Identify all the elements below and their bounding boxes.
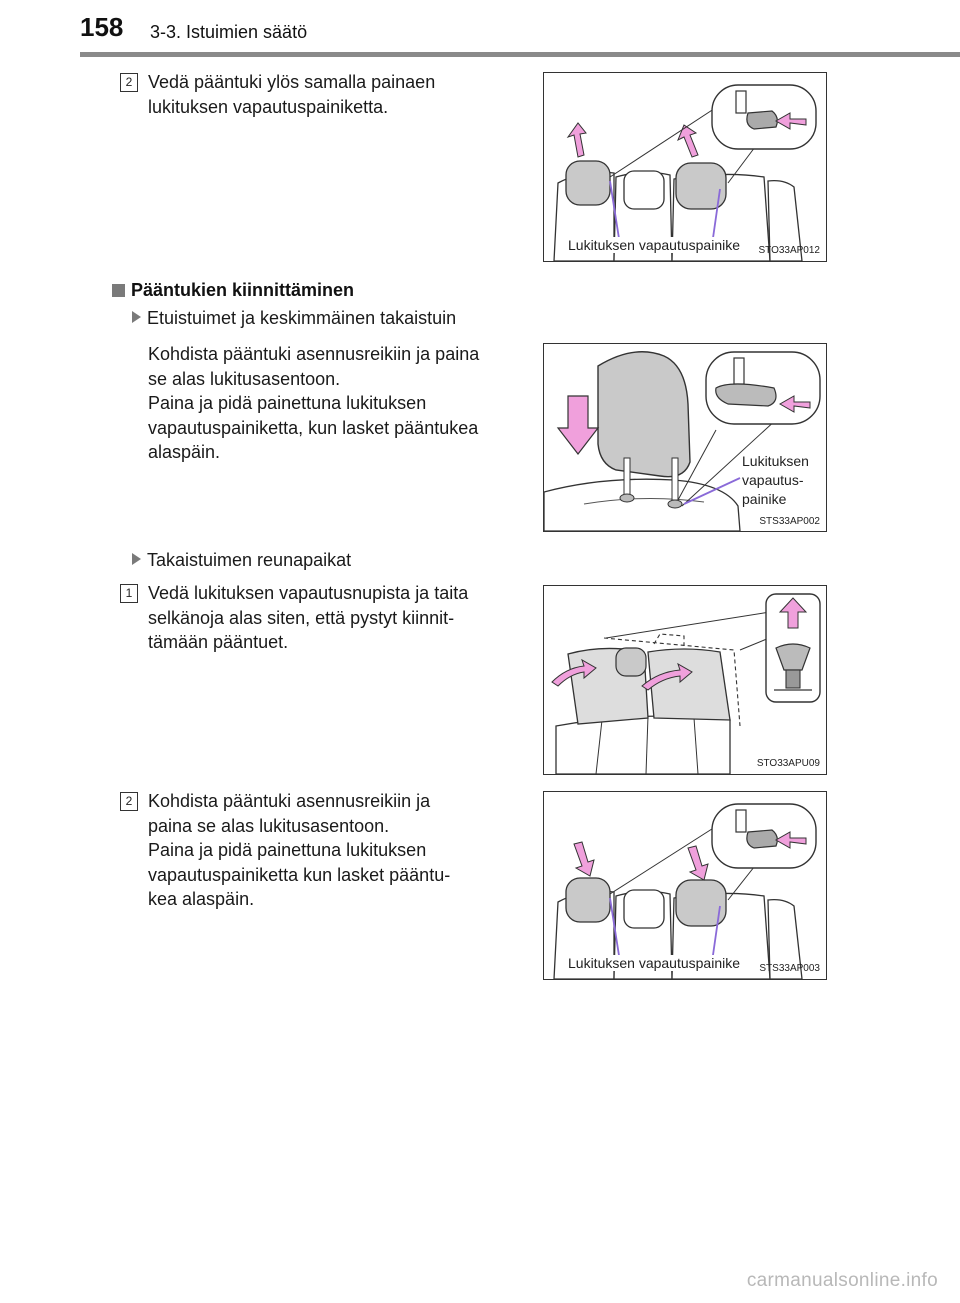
figure-label: Lukituksen vapautuspainike [568, 955, 741, 971]
figure-install-rear-headrest [543, 791, 827, 980]
text-line: Kohdista pääntuki asennusreikiin ja [148, 791, 431, 811]
figure-install-front-headrest [543, 343, 827, 532]
figure-code: STS33AP003 [759, 963, 820, 974]
text-line: Vedä pääntuki ylös samalla painaen [148, 72, 436, 92]
page-number: 158 [80, 12, 124, 42]
text-line: lukituksen vapautuspainiketta. [148, 96, 389, 117]
section-heading-text: Pääntukien kiinnittäminen [131, 280, 355, 300]
subheading-text: Takaistuimen reunapaikat [147, 550, 352, 570]
figure-label-line: vapautus- [742, 472, 804, 488]
watermark: carmanualsonline.info [746, 1270, 938, 1291]
text-line: alaspäin. [148, 442, 221, 462]
figure-code: STO33AP012 [758, 245, 820, 256]
text-line: selkänoja alas siten, että pystyt kiinnit- [148, 607, 455, 628]
triangle-bullet-icon [132, 553, 141, 565]
subheading-text: Etuistuimet ja keskimmäinen takaistuin [147, 308, 457, 328]
figure-remove-headrest [543, 72, 827, 262]
step-badge: 2 [120, 73, 138, 92]
subheading-front-seats [132, 308, 456, 329]
figure-code: STO33APU09 [756, 758, 820, 769]
text-line: se alas lukitusasentoon. [148, 368, 341, 389]
text-line: tämään pääntuet. [148, 632, 289, 652]
text-line: Vedä lukituksen vapautusnupista ja taita [148, 583, 469, 603]
step-badge: 1 [120, 584, 138, 603]
section-title: 3-3. Istuimien säätö [150, 22, 308, 42]
text-line: kea alaspäin. [148, 889, 255, 909]
triangle-bullet-icon [132, 311, 141, 323]
subheading-rear-outer-seats [132, 550, 351, 571]
figure-code: STS33AP002 [759, 516, 820, 527]
text-line: Paina ja pidä painettuna lukituksen [148, 840, 427, 860]
text-line: vapautuspainiketta, kun lasket pääntukea [148, 417, 479, 438]
figure-label [742, 452, 809, 509]
step-1-text [148, 581, 518, 655]
text-line: vapautuspainiketta kun lasket pääntu- [148, 864, 451, 885]
figure-label: Lukituksen vapautuspainike [568, 237, 741, 253]
text-line: Paina ja pidä painettuna lukituksen [148, 393, 427, 413]
step-badge: 2 [120, 792, 138, 811]
section-heading [112, 280, 354, 301]
figure-label-line: Lukituksen [742, 453, 809, 469]
step-2-install-text [148, 789, 518, 912]
step-2-text [148, 70, 518, 119]
figure-label-line: painike [742, 491, 787, 507]
front-seat-instructions [148, 342, 518, 465]
square-bullet-icon [112, 284, 125, 297]
text-line: Kohdista pääntuki asennusreikiin ja paina [148, 344, 480, 364]
text-line: paina se alas lukitusasentoon. [148, 815, 390, 836]
figure-fold-seatback [543, 585, 827, 775]
header-rule [80, 52, 960, 57]
